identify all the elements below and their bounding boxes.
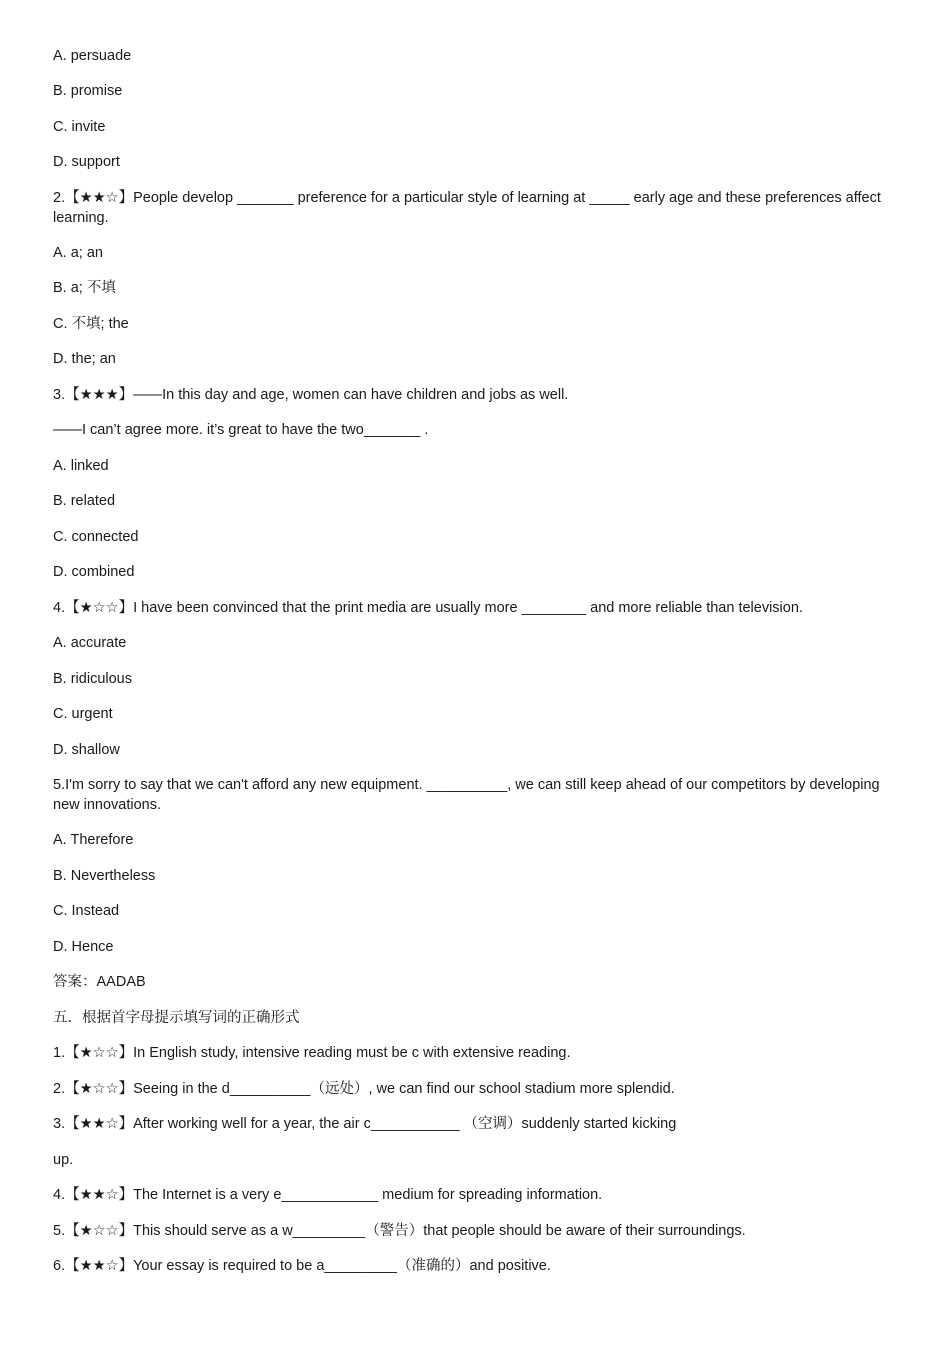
- fill-item-2: 2.【★☆☆】Seeing in the d__________（远处）, we can find our school stadium more splendid.: [53, 1081, 675, 1097]
- q3-option-b: B. related: [53, 493, 116, 509]
- q3-question: 3.【★★★】——In this day and age, women can have children and jobs as well.: [53, 387, 569, 403]
- q4-option-c: C. urgent: [53, 706, 113, 722]
- q5-option-c: C. Instead: [53, 903, 120, 919]
- q4-question: 4.【★☆☆】I have been convinced that the print media are usually more ________ and more reliable than television.: [53, 600, 803, 616]
- fill-item-1: 1.【★☆☆】In English study, intensive reading must be c with extensive reading.: [53, 1045, 571, 1061]
- q3-option-d: D. combined: [53, 564, 135, 580]
- q2-option-a: A. a; an: [53, 245, 103, 261]
- q1-option-b: B. promise: [53, 83, 123, 99]
- q2-question: 2.【★★☆】People develop _______ preference for a particular style of learning at _____ early age and these preferences affect learning.: [53, 190, 881, 226]
- fill-item-3: 3.【★★☆】After working well for a year, the air c___________ （空调）suddenly started kicking: [53, 1116, 677, 1132]
- q5-question: 5.I'm sorry to say that we can't afford any new equipment. __________, we can still keep ahead of our competitors by developing new innovations.: [53, 777, 880, 813]
- q2-option-c: C. 不填; the: [53, 316, 129, 332]
- q3-option-c: C. connected: [53, 529, 139, 545]
- q4-option-d: D. shallow: [53, 742, 120, 758]
- q2-option-d: D. the; an: [53, 351, 116, 367]
- q1-option-c: C. invite: [53, 119, 106, 135]
- q5-option-d: D. Hence: [53, 939, 114, 955]
- q3-reply: ——I can’t agree more. it’s great to have the two_______ .: [53, 422, 429, 438]
- q4-option-a: A. accurate: [53, 635, 127, 651]
- fill-item-3-continued: up.: [53, 1152, 74, 1168]
- q5-option-a: A. Therefore: [53, 832, 134, 848]
- q1-option-d: D. support: [53, 154, 120, 170]
- answer-key: 答案：AADAB: [53, 974, 146, 990]
- fill-item-6: 6.【★★☆】Your essay is required to be a_________（准确的）and positive.: [53, 1258, 551, 1274]
- fill-item-4: 4.【★★☆】The Internet is a very e____________ medium for spreading information.: [53, 1187, 603, 1203]
- fill-item-5: 5.【★☆☆】This should serve as a w_________（警告）that people should be aware of their surroundings.: [53, 1223, 746, 1239]
- section-heading: 五．根据首字母提示填写词的正确形式: [53, 1010, 300, 1026]
- q5-option-b: B. Nevertheless: [53, 868, 156, 884]
- q3-option-a: A. linked: [53, 458, 109, 474]
- q2-option-b: B. a; 不填: [53, 280, 116, 296]
- q4-option-b: B. ridiculous: [53, 671, 132, 687]
- q1-option-a: A. persuade: [53, 48, 132, 64]
